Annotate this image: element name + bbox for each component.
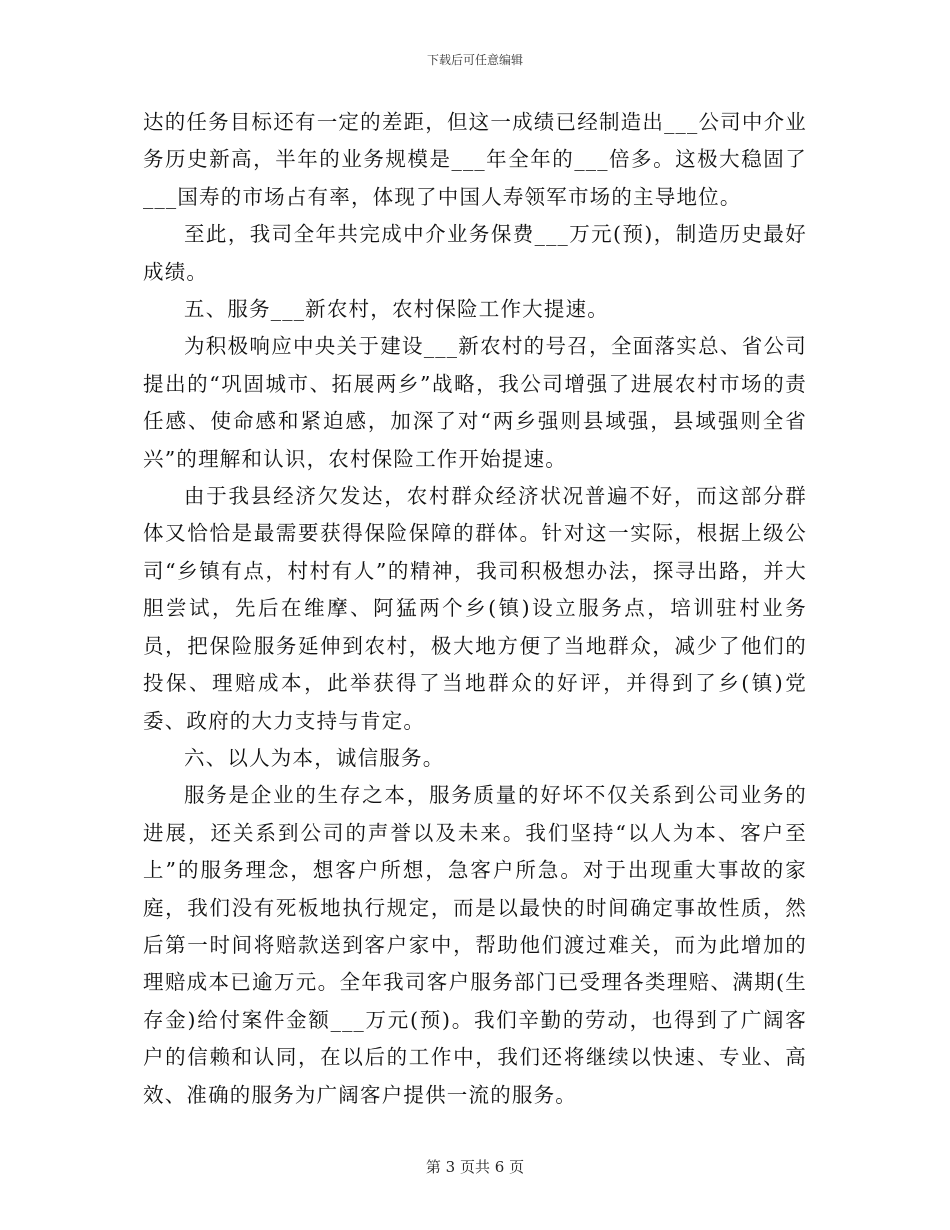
section-heading: 六、以人为本，诚信服务。 [184,745,445,770]
paragraph: 服务是企业的生存之本，服务质量的好坏不仅关系到公司业务的进展，还关系到公司的声誉以及未来。我们坚持“以人为本、客户至上”的服务理念，想客户所想，急客户所急。对于出现重大事故的家庭，我们没有死板地执行规定，而是以最快的时间确定事故性质，然后第一时间将赔款送到客户家中，帮助他们渡过难关，而为此增加的理赔成本已逾万元。全年我司客户服务部门已受理各类理赔、满期(生存金)给付案件金额___万元(预)。我们辛勤的劳动，也得到了广阔客户的信赖和认同，在以后的工作中，我们还将继续以快速、专业、高效、准确的服务为广阔客户提供一流的服务。 [143,783,807,1107]
paragraph: 至此，我司全年共完成中介业务保费___万元(预)，制造历史最好成绩。 [143,222,807,284]
paragraph: 达的任务目标还有一定的差距，但这一成绩已经制造出___公司中介业务历史新高，半年的业务规模是___年全年的___倍多。这极大稳固了___国寿的市场占有率，体现了中国人寿领军市场的主导地位。 [143,110,807,209]
page-footer: 第 3 页共 6 页 [425,1158,525,1176]
document-body [143,104,807,1114]
section-heading: 五、服务___新农村，农村保险工作大提速。 [184,297,609,322]
paragraph: 由于我县经济欠发达，农村群众经济状况普遍不好，而这部分群体又恰恰是最需要获得保险保障的群体。针对这一实际，根据上级公司“乡镇有点，村村有人”的精神，我司积极想办法，探寻出路，并大胆尝试，先后在维摩、阿猛两个乡(镇)设立服务点，培训驻村业务员，把保险服务延伸到农村，极大地方便了当地群众，减少了他们的投保、理赔成本，此举获得了当地群众的好评，并得到了乡(镇)党委、政府的大力支持与肯定。 [143,484,807,733]
page-header: 下载后可任意编辑 [426,53,523,67]
paragraph: 为积极响应中央关于建设___新农村的号召，全面落实总、省公司提出的“巩固城市、拓展两乡”战略，我公司增强了进展农村市场的责任感、使命感和紧迫感，加深了对“两乡强则县域强，县域强则全省兴”的理解和认识，农村保险工作开始提速。 [143,334,807,471]
